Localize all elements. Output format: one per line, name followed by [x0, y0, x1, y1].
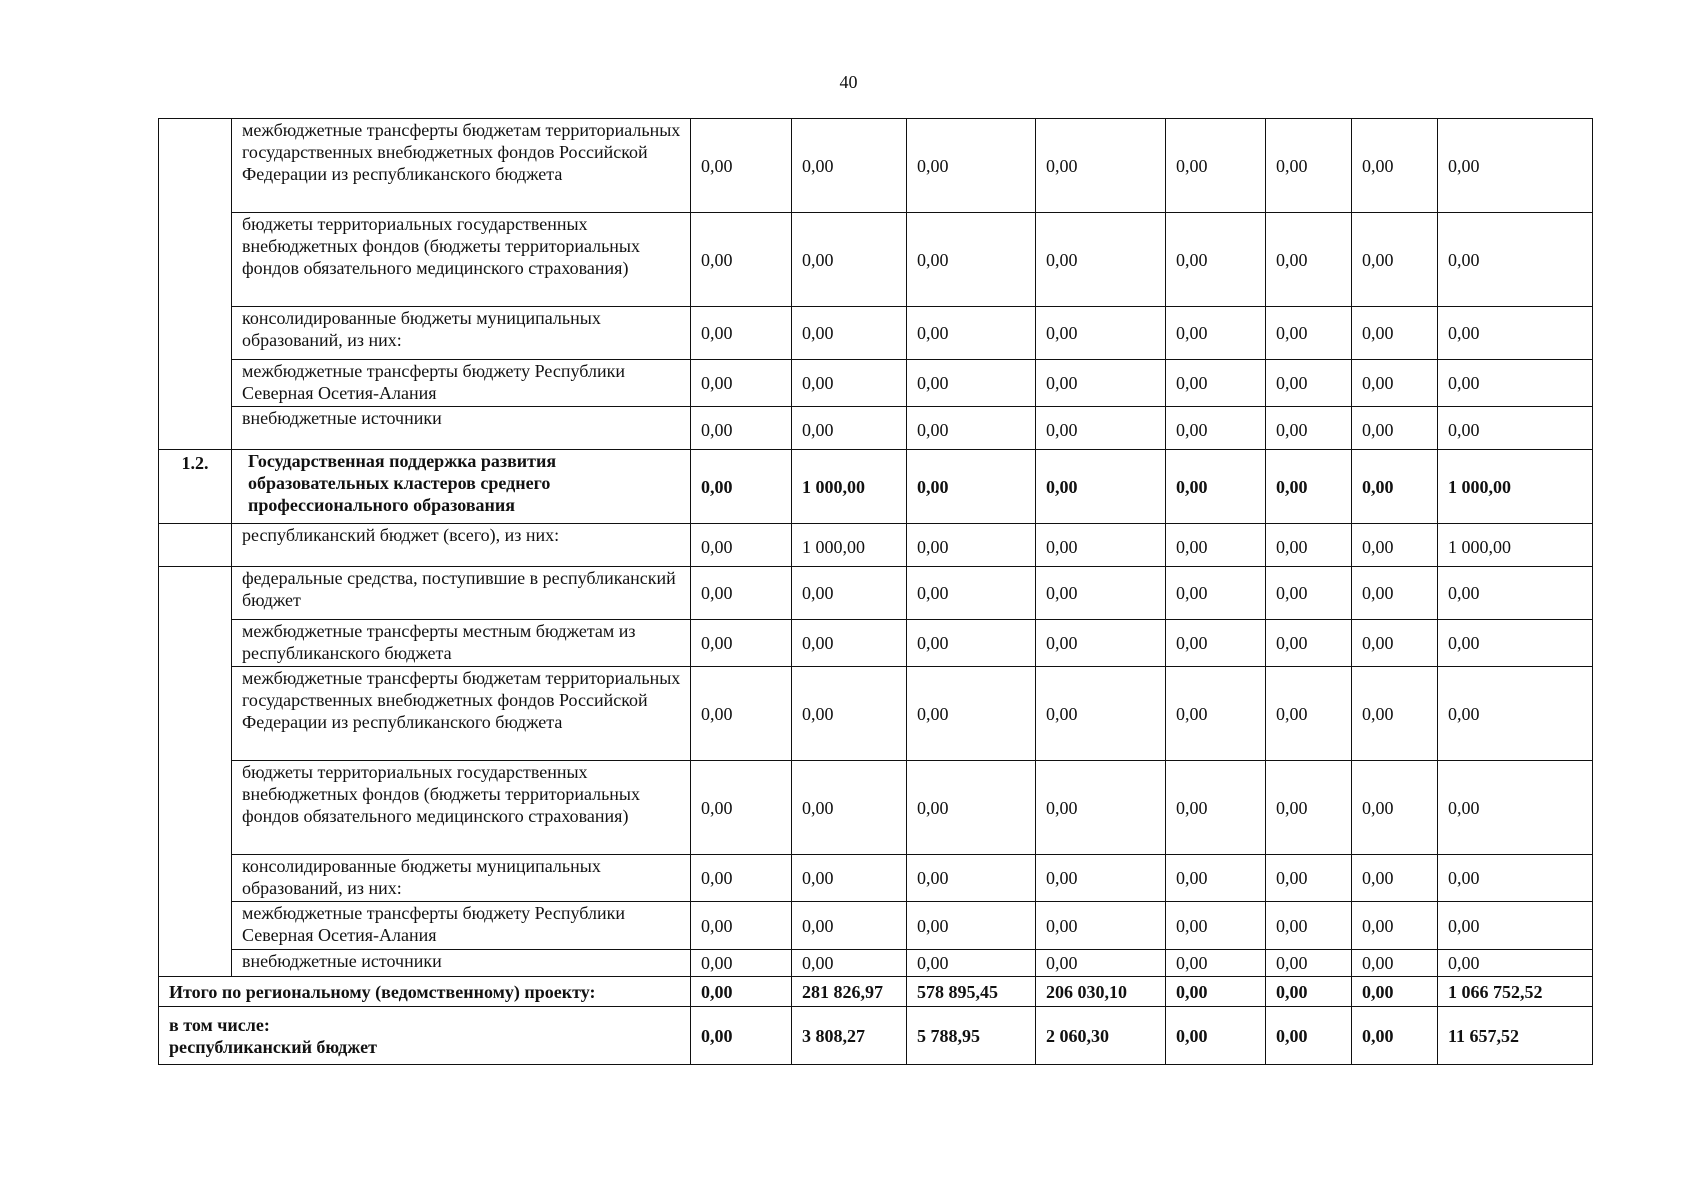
row-description: федеральные средства, поступившие в республиканский бюджет — [232, 567, 691, 620]
table-row — [159, 902, 1593, 950]
row-description: внебюджетные источники — [232, 407, 691, 450]
page-number: 40 — [839, 72, 858, 92]
row-description: межбюджетные трансферты бюджетам территориальных государственных внебюджетных фондов Российской Федерации из республиканского бюджета — [232, 119, 691, 213]
value-cell: 0,00 — [1266, 902, 1352, 950]
value-cell: 0,00 — [691, 119, 792, 213]
value-cell: 0,00 — [1036, 213, 1166, 307]
value-cell: 0,00 — [691, 360, 792, 407]
value-cell: 0,00 — [907, 407, 1036, 450]
value-cell: 0,00 — [1352, 902, 1438, 950]
row-description: межбюджетные трансферты бюджету Республики Северная Осетия-Алания — [232, 902, 691, 950]
row-description: межбюджетные трансферты местным бюджетам из республиканского бюджета — [232, 620, 691, 667]
value-cell: 0,00 — [1352, 761, 1438, 855]
row-description: бюджеты территориальных государственных внебюджетных фондов (бюджеты территориальных фондов обязательного медицинского страхования) — [232, 213, 691, 307]
value-cell: 0,00 — [1266, 307, 1352, 360]
value-cell: 0,00 — [1266, 667, 1352, 761]
value-cell: 0,00 — [907, 307, 1036, 360]
value-cell: 3 808,27 — [792, 1007, 907, 1065]
value-cell: 2 060,30 — [1036, 1007, 1166, 1065]
value-cell: 0,00 — [907, 213, 1036, 307]
value-cell: 0,00 — [1036, 761, 1166, 855]
value-cell: 1 066 752,52 — [1438, 977, 1593, 1007]
value-cell: 0,00 — [691, 307, 792, 360]
value-cell: 0,00 — [1352, 567, 1438, 620]
value-cell: 0,00 — [1266, 213, 1352, 307]
budget-table — [158, 118, 1593, 1065]
index-cell-empty — [159, 524, 232, 567]
value-cell: 0,00 — [1352, 524, 1438, 567]
value-cell: 0,00 — [1352, 667, 1438, 761]
value-cell: 0,00 — [1352, 307, 1438, 360]
value-cell: 0,00 — [691, 761, 792, 855]
value-cell: 0,00 — [1266, 761, 1352, 855]
value-cell: 0,00 — [1438, 902, 1593, 950]
budget-table-body — [159, 119, 1593, 1065]
table-row — [159, 360, 1593, 407]
table-row — [159, 407, 1593, 450]
value-cell: 0,00 — [907, 524, 1036, 567]
value-cell: 0,00 — [1166, 1007, 1266, 1065]
value-cell: 0,00 — [691, 902, 792, 950]
row-description: консолидированные бюджеты муниципальных образований, из них: — [232, 307, 691, 360]
value-cell: 0,00 — [691, 667, 792, 761]
value-cell: 0,00 — [1266, 407, 1352, 450]
value-cell: 0,00 — [1438, 213, 1593, 307]
index-cell-empty — [159, 119, 232, 450]
value-cell: 0,00 — [691, 855, 792, 902]
value-cell: 0,00 — [1352, 855, 1438, 902]
table-row — [159, 567, 1593, 620]
value-cell: 0,00 — [1266, 524, 1352, 567]
value-cell: 0,00 — [1166, 360, 1266, 407]
value-cell: 0,00 — [1352, 977, 1438, 1007]
row-description: межбюджетные трансферты бюджетам территориальных государственных внебюджетных фондов Российской Федерации из республиканского бюджета — [232, 667, 691, 761]
row-description: внебюджетные источники — [232, 950, 691, 977]
value-cell: 0,00 — [1166, 450, 1266, 524]
value-cell: 0,00 — [792, 855, 907, 902]
value-cell: 0,00 — [1166, 855, 1266, 902]
value-cell: 0,00 — [1266, 977, 1352, 1007]
total-row — [159, 977, 1593, 1007]
value-cell: 0,00 — [1166, 407, 1266, 450]
row-description: межбюджетные трансферты бюджету Республики Северная Осетия-Алания — [232, 360, 691, 407]
including-label — [159, 1007, 691, 1065]
value-cell: 5 788,95 — [907, 1007, 1036, 1065]
including-row — [159, 1007, 1593, 1065]
table-row — [159, 761, 1593, 855]
value-cell: 206 030,10 — [1036, 977, 1166, 1007]
value-cell: 0,00 — [1266, 360, 1352, 407]
value-cell: 0,00 — [907, 855, 1036, 902]
value-cell: 0,00 — [1166, 761, 1266, 855]
table-row — [159, 524, 1593, 567]
value-cell: 0,00 — [1438, 761, 1593, 855]
value-cell: 0,00 — [907, 950, 1036, 977]
total-label: Итого по региональному (ведомственному) проекту: — [159, 977, 691, 1007]
value-cell: 0,00 — [907, 902, 1036, 950]
value-cell: 0,00 — [1036, 950, 1166, 977]
value-cell: 0,00 — [792, 667, 907, 761]
row-description: бюджеты территориальных государственных внебюджетных фондов (бюджеты территориальных фондов обязательного медицинского страхования) — [232, 761, 691, 855]
value-cell: 0,00 — [792, 950, 907, 977]
value-cell: 0,00 — [1036, 360, 1166, 407]
value-cell: 0,00 — [1266, 950, 1352, 977]
value-cell: 0,00 — [1036, 855, 1166, 902]
value-cell: 0,00 — [1166, 620, 1266, 667]
value-cell: 0,00 — [907, 360, 1036, 407]
value-cell: 0,00 — [691, 213, 792, 307]
value-cell: 0,00 — [792, 119, 907, 213]
value-cell: 0,00 — [907, 667, 1036, 761]
value-cell: 0,00 — [1266, 620, 1352, 667]
value-cell: 1 000,00 — [1438, 524, 1593, 567]
value-cell: 0,00 — [691, 407, 792, 450]
value-cell: 1 000,00 — [792, 524, 907, 567]
table-row — [159, 620, 1593, 667]
row-description: консолидированные бюджеты муниципальных образований, из них: — [232, 855, 691, 902]
value-cell: 0,00 — [1166, 667, 1266, 761]
section-index: 1.2. — [159, 450, 232, 524]
value-cell: 0,00 — [1166, 567, 1266, 620]
value-cell: 0,00 — [907, 620, 1036, 667]
value-cell: 0,00 — [1036, 667, 1166, 761]
value-cell: 0,00 — [691, 567, 792, 620]
value-cell: 281 826,97 — [792, 977, 907, 1007]
value-cell: 0,00 — [1266, 450, 1352, 524]
including-line-1: в том числе: — [169, 1014, 270, 1035]
value-cell: 578 895,45 — [907, 977, 1036, 1007]
value-cell: 0,00 — [1438, 307, 1593, 360]
value-cell: 0,00 — [1166, 119, 1266, 213]
value-cell: 0,00 — [1438, 360, 1593, 407]
value-cell: 0,00 — [792, 360, 907, 407]
value-cell: 0,00 — [907, 450, 1036, 524]
value-cell: 0,00 — [907, 119, 1036, 213]
value-cell: 0,00 — [1166, 902, 1266, 950]
value-cell: 0,00 — [1352, 450, 1438, 524]
value-cell: 0,00 — [1438, 119, 1593, 213]
value-cell: 0,00 — [1166, 524, 1266, 567]
value-cell: 0,00 — [1438, 667, 1593, 761]
value-cell: 0,00 — [1352, 360, 1438, 407]
value-cell: 0,00 — [1166, 977, 1266, 1007]
value-cell: 0,00 — [691, 977, 792, 1007]
value-cell: 0,00 — [792, 567, 907, 620]
value-cell: 1 000,00 — [1438, 450, 1593, 524]
value-cell: 0,00 — [1438, 567, 1593, 620]
section-row — [159, 450, 1593, 524]
table-row — [159, 213, 1593, 307]
section-title: Государственная поддержка развития образовательных кластеров среднего профессионального образования — [232, 450, 691, 524]
table-row — [159, 307, 1593, 360]
value-cell: 0,00 — [1166, 213, 1266, 307]
value-cell: 0,00 — [1036, 620, 1166, 667]
value-cell: 0,00 — [1352, 1007, 1438, 1065]
value-cell: 0,00 — [691, 1007, 792, 1065]
value-cell: 0,00 — [1352, 950, 1438, 977]
value-cell: 0,00 — [792, 761, 907, 855]
value-cell: 0,00 — [1352, 407, 1438, 450]
index-cell-empty — [159, 567, 232, 977]
value-cell: 0,00 — [1036, 450, 1166, 524]
table-row — [159, 855, 1593, 902]
value-cell: 0,00 — [1438, 855, 1593, 902]
value-cell: 0,00 — [1352, 119, 1438, 213]
table-row — [159, 667, 1593, 761]
value-cell: 0,00 — [1266, 855, 1352, 902]
value-cell: 0,00 — [1266, 567, 1352, 620]
value-cell: 0,00 — [1266, 1007, 1352, 1065]
value-cell: 0,00 — [1438, 620, 1593, 667]
value-cell: 1 000,00 — [792, 450, 907, 524]
value-cell: 0,00 — [792, 902, 907, 950]
value-cell: 0,00 — [1438, 407, 1593, 450]
value-cell: 0,00 — [1036, 119, 1166, 213]
including-line-2: республиканский бюджет — [169, 1036, 377, 1057]
value-cell: 0,00 — [1036, 307, 1166, 360]
table-row — [159, 119, 1593, 213]
value-cell: 0,00 — [691, 950, 792, 977]
value-cell: 0,00 — [907, 761, 1036, 855]
value-cell: 0,00 — [1266, 119, 1352, 213]
value-cell: 0,00 — [1036, 902, 1166, 950]
value-cell: 0,00 — [1352, 620, 1438, 667]
value-cell: 0,00 — [1352, 213, 1438, 307]
value-cell: 0,00 — [792, 620, 907, 667]
value-cell: 0,00 — [691, 524, 792, 567]
value-cell: 0,00 — [1036, 407, 1166, 450]
value-cell: 0,00 — [792, 307, 907, 360]
value-cell: 0,00 — [691, 450, 792, 524]
value-cell: 0,00 — [1438, 950, 1593, 977]
value-cell: 0,00 — [1036, 567, 1166, 620]
value-cell: 0,00 — [792, 407, 907, 450]
value-cell: 0,00 — [907, 567, 1036, 620]
value-cell: 11 657,52 — [1438, 1007, 1593, 1065]
value-cell: 0,00 — [1036, 524, 1166, 567]
value-cell: 0,00 — [1166, 307, 1266, 360]
table-row — [159, 950, 1593, 977]
value-cell: 0,00 — [792, 213, 907, 307]
row-description: республиканский бюджет (всего), из них: — [232, 524, 691, 567]
value-cell: 0,00 — [691, 620, 792, 667]
value-cell: 0,00 — [1166, 950, 1266, 977]
